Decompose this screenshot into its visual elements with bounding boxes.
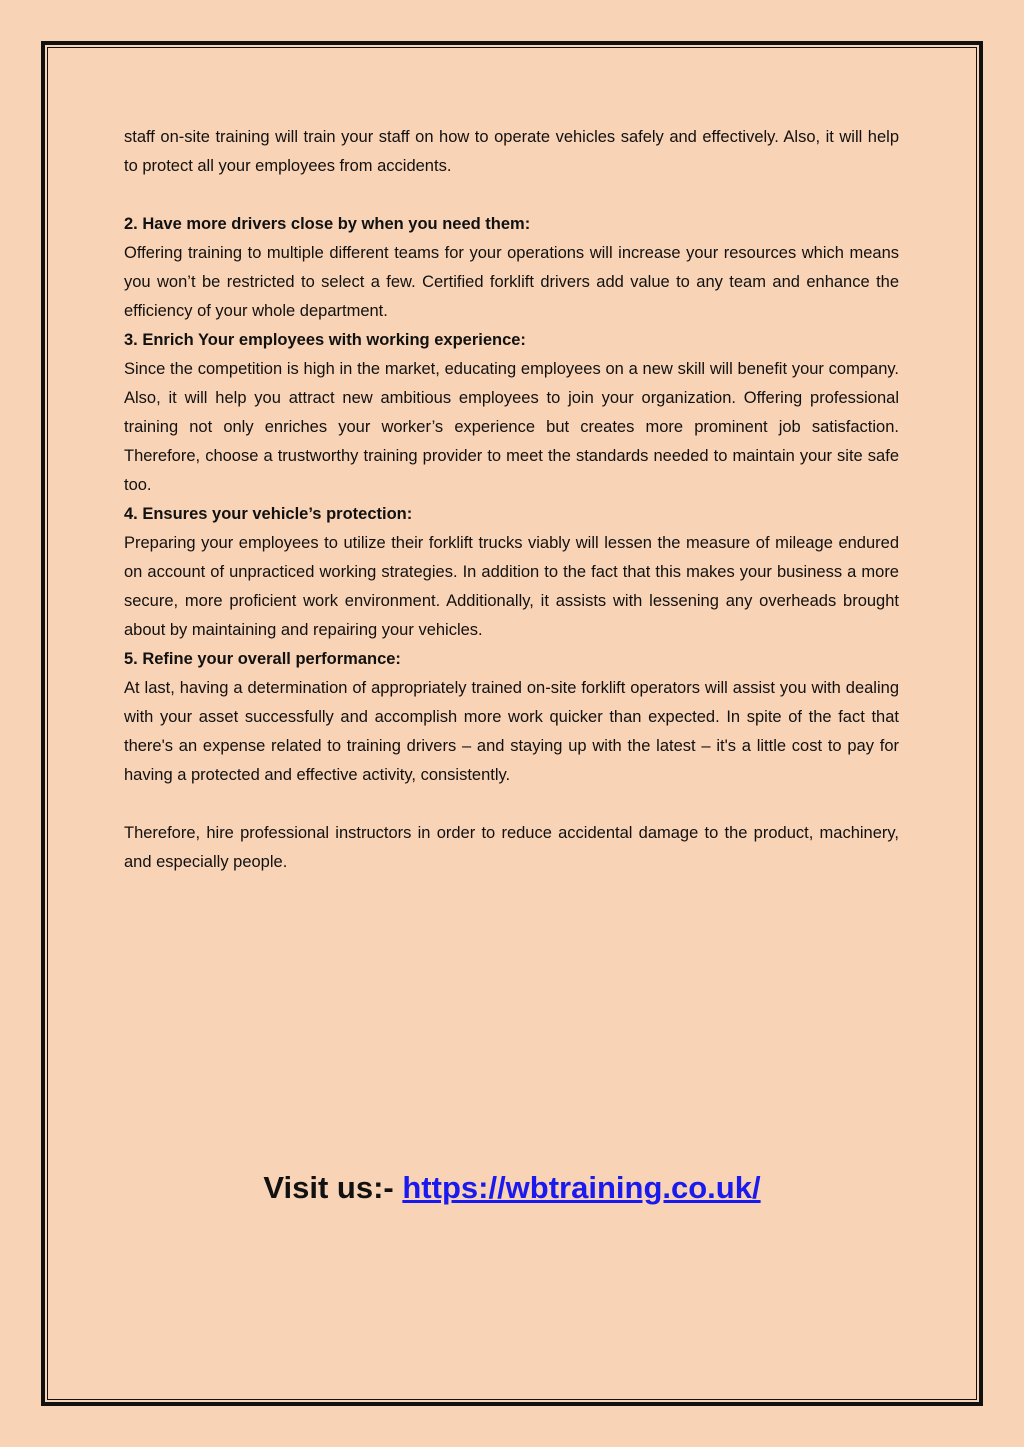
section-heading-drivers: 2. Have more drivers close by when you need them:: [124, 215, 531, 233]
section-text-performance: At last, having a determination of appropriately trained on-site forklift operators will assist you with dealing with your asset successfully and accomplish more work quicker than expected. In spite of the fact that there's an expense related to training drivers – and staying up with the latest – it's a little cost to pay for having a protected and effective activity, consistently.: [124, 679, 899, 784]
paragraph-spacer: [124, 790, 899, 819]
visit-us-line: [0, 1166, 1024, 1210]
paragraph-spacer: [124, 181, 899, 210]
website-link[interactable]: https://wbtraining.co.uk/: [402, 1170, 761, 1205]
section-heading-protection: 4. Ensures your vehicle’s protection:: [124, 505, 413, 523]
intro-paragraph: staff on-site training will train your staff on how to operate vehicles safely and effectively. Also, it will help to protect all your employees from accidents.: [124, 128, 899, 175]
section-heading-experience: 3. Enrich Your employees with working experience:: [124, 331, 526, 349]
visit-us-label: Visit us:-: [263, 1170, 403, 1205]
section-text-drivers: Offering training to multiple different teams for your operations will increase your resources which means you won’t be restricted to select a few. Certified forklift drivers add value to any team and enhance the efficiency of your whole department.: [124, 244, 899, 320]
closing-paragraph: Therefore, hire professional instructors in order to reduce accidental damage to the product, machinery, and especially people.: [124, 824, 899, 871]
document-body: [124, 123, 899, 877]
section-text-protection: Preparing your employees to utilize their forklift trucks viably will lessen the measure of mileage endured on account of unpracticed working strategies. In addition to the fact that this makes your business a more secure, more proficient work environment. Additionally, it assists with lessening any overheads brought about by maintaining and repairing your vehicles.: [124, 534, 899, 639]
section-heading-performance: 5. Refine your overall performance:: [124, 650, 401, 668]
section-text-experience: Since the competition is high in the market, educating employees on a new skill will benefit your company. Also, it will help you attract new ambitious employees to join your organization. Offering professional training not only enriches your worker’s experience but creates more prominent job satisfaction. Therefore, choose a trustworthy training provider to meet the standards needed to maintain your site safe too.: [124, 360, 899, 494]
